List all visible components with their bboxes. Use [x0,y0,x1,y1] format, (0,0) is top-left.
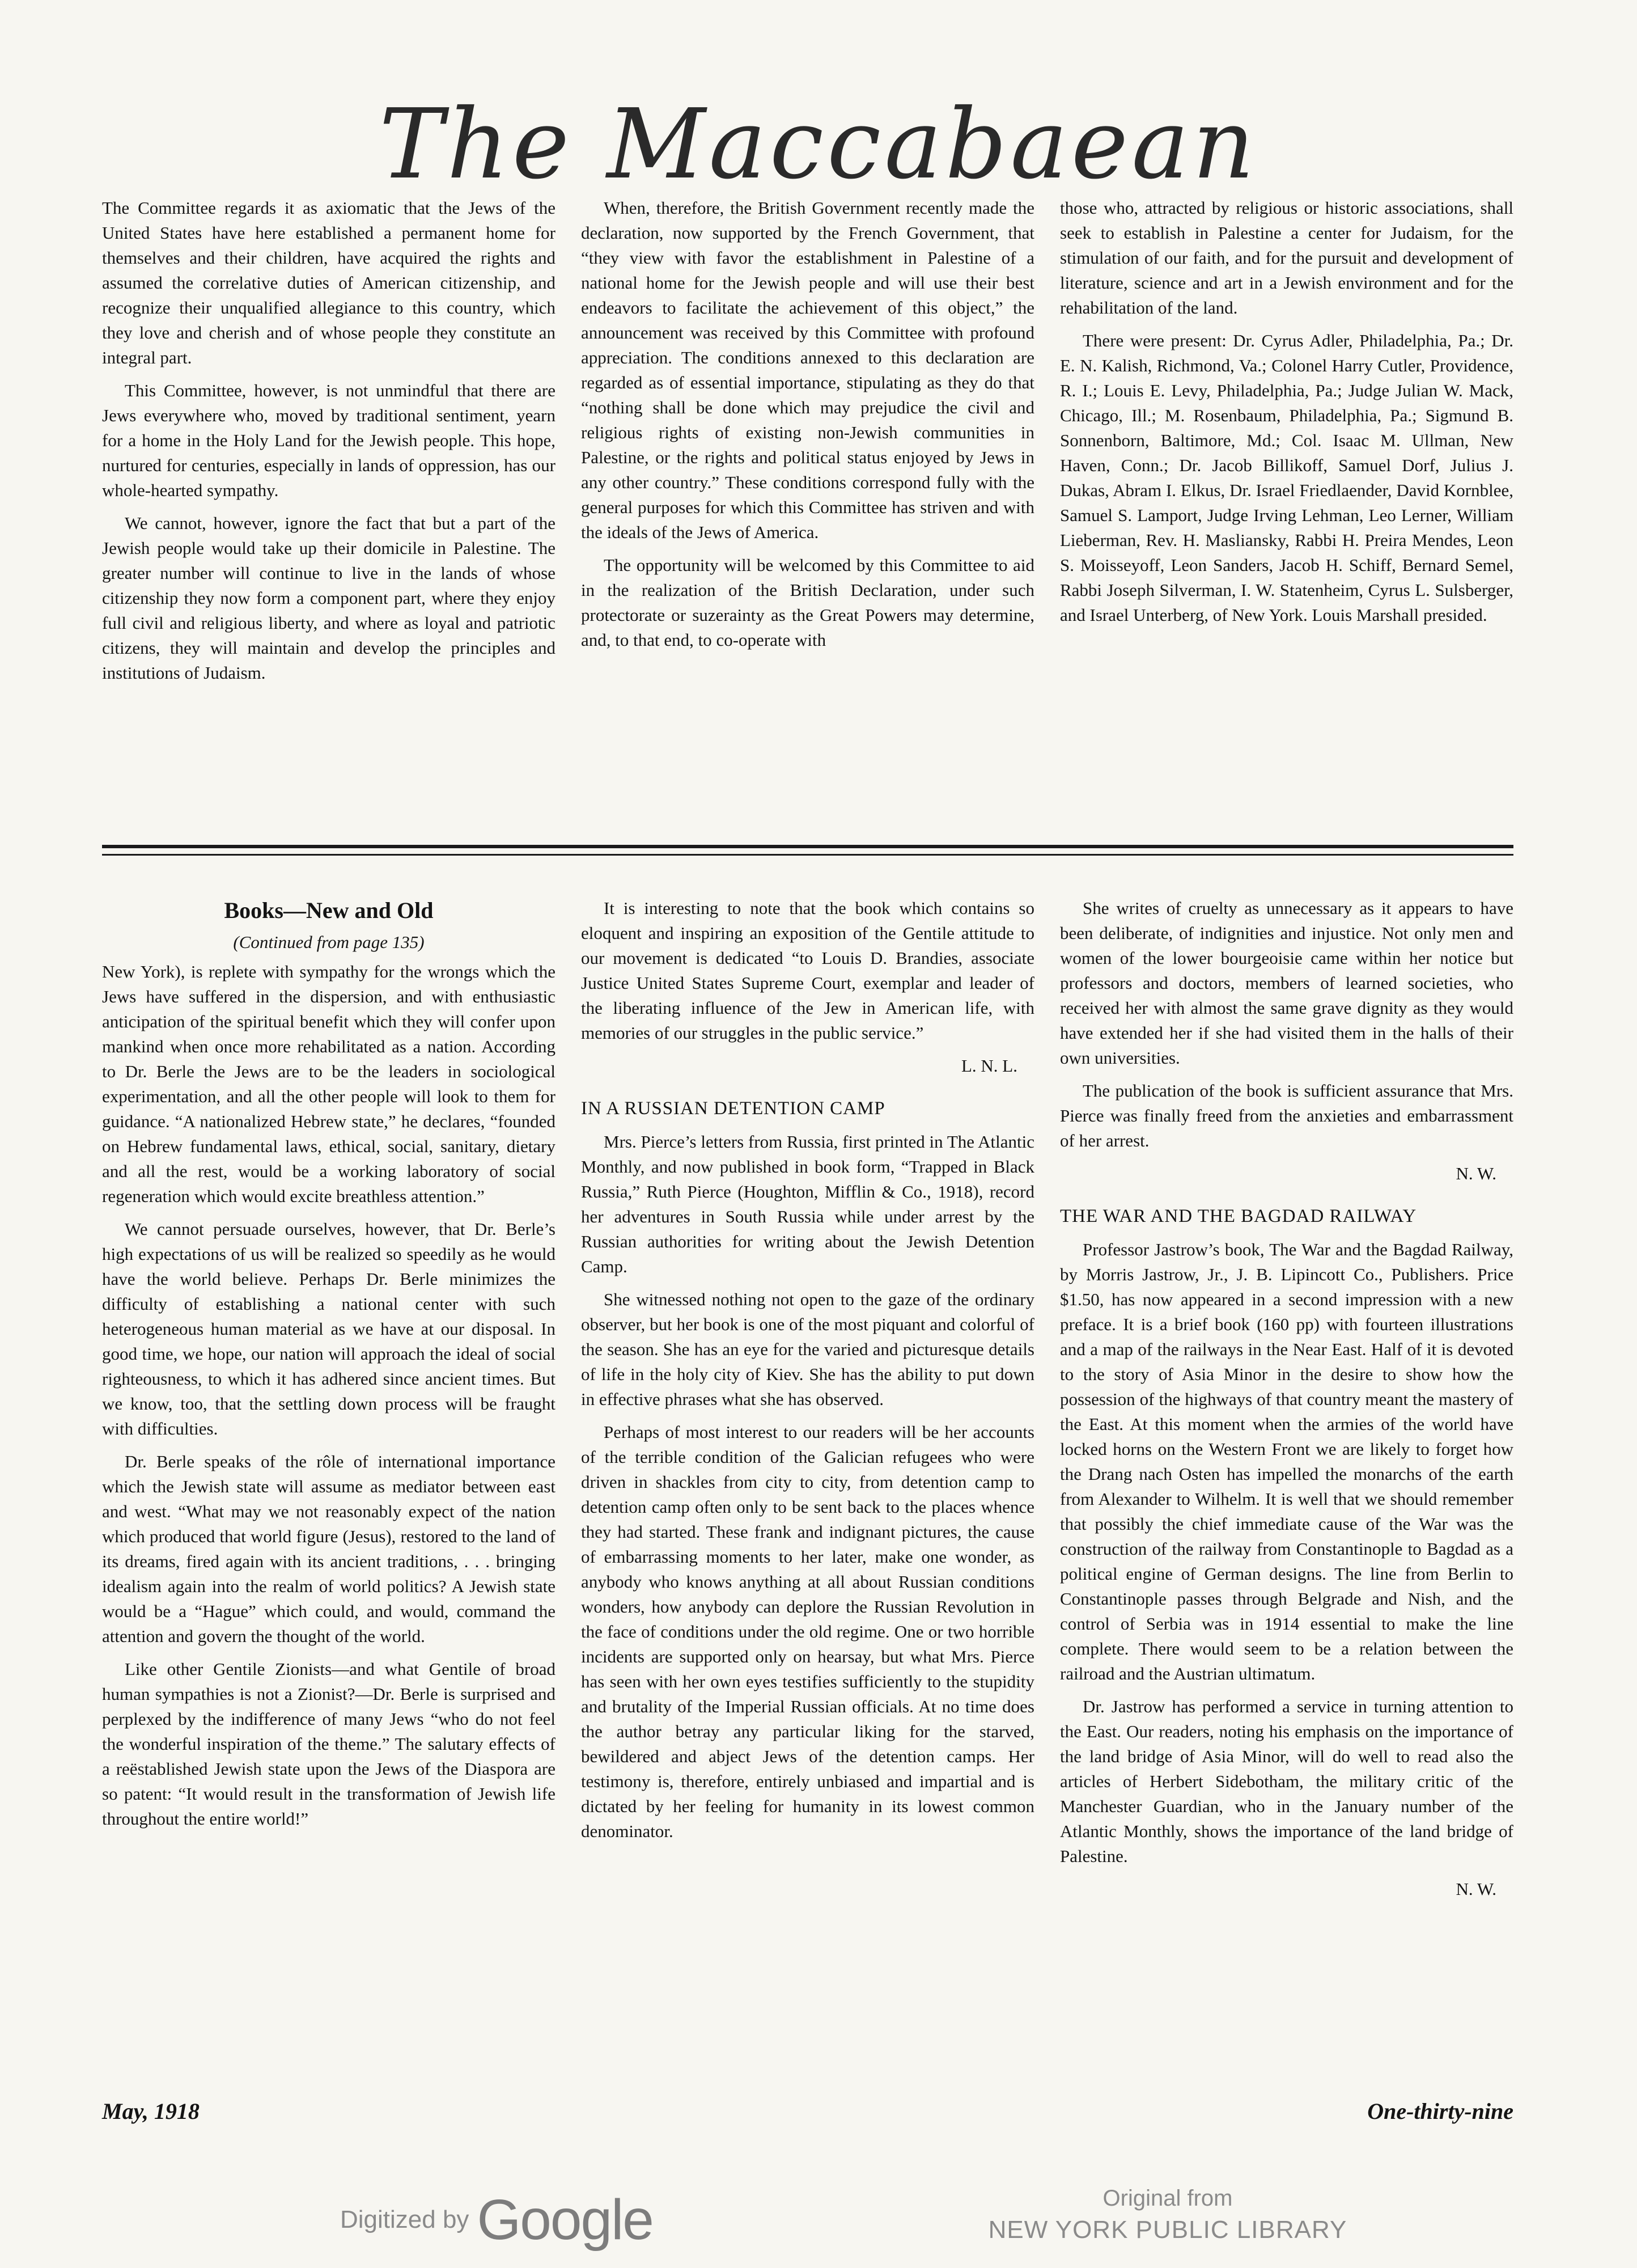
section-heading-bagdad: THE WAR AND THE BAGDAD RAILWAY [1060,1206,1417,1226]
paragraph: The opportunity will be welcomed by this Committee to aid in the realization of the British Declaration, under such protectorate or suzerainty as the Great Powers may determine, and, to that end, to co-operate with [581,555,1034,650]
paragraph: We cannot, however, ignore the fact that but a part of the Jewish people would take up their domicile in Palestine. The greater number will continue to live in the lands of whose citizenship they now form a component part, where they enjoy full civil and religious liberty, and where as loyal and patriotic citizens, they will maintain and develop the principles and institutions of Judaism. [102,513,555,683]
paragraph: Mrs. Pierce’s letters from Russia, first printed in The Atlantic Monthly, and now published in book form, “Trapped in Black Russia,” Ruth Pierce (Houghton, Mifflin & Co., 1918), record her adventures in South Russia while under arrest by the Russian authorities for writing about the Jewish Detention Camp. [581,1132,1034,1276]
paragraph: This Committee, however, is not unmindful that there are Jews everywhere who, moved by traditional sentiment, yearn for a home in the Holy Land for the Jewish people. This hope, nurtured for centuries, especially in lands of oppression, has our whole-hearted sympathy. [102,380,555,500]
author-signature: L. N. L. [961,1056,1017,1076]
paragraph: The publication of the book is sufficient assurance that Mrs. Pierce was finally freed from the anxieties and embarrassment of her arrest. [1060,1081,1513,1150]
library-name: NEW YORK PUBLIC LIBRARY [988,2216,1347,2244]
paragraph: The Committee regards it as axiomatic that the Jews of the United States have here established a permanent home for themselves and their children, have acquired the rights and assumed the correlative duties of American citizenship, and recognize their unqualified allegiance to this country, which they love and cherish and of whose people they constitute an integral part. [102,198,555,367]
bottom-column-2 [581,896,1034,1852]
section-divider-thin [102,854,1513,856]
bottom-column-3 [1060,896,1513,1910]
attendees-paragraph: There were present: Dr. Cyrus Adler, Philadelphia, Pa.; Dr. E. N. Kalish, Richmond, Va.; Colonel Harry Cutler, Providence, R. I.; Louis E. Levy, Philadelphia, Pa.; Judge Julian W. Mack, Chicago, Ill.; M. Rosenbaum, Philadelphia, Pa.; Sigmund B. Sonnenborn, Baltimore, Md.; Col. Isaac M. Ullman, New Haven, Conn.; Dr. Jacob Billikoff, Samuel Dorf, Julius J. Dukas, Abram I. Elkus, Dr. Israel Friedlaender, David Kornblee, Samuel S. Lamport, Judge Irving Lehman, Leo Lerner, William Lieberman, Rev. H. Masliansky, Rabbi H. Preira Mendes, Leon S. Moisseyoff, Leon Sanders, Jacob H. Schiff, Bernard Semel, Rabbi Joseph Silverman, I. W. Statenheim, Cyrus L. Sulsberger, and Israel Unterberg, of New York. Louis Marshall presided. [1060,331,1513,625]
paragraph: She witnessed nothing not open to the gaze of the ordinary observer, but her book is one of the most piquant and colorful of the season. She has an eye for the varied and picturesque details of life in the holy city of Kiev. She has the ability to put down in effective phrases what she has observed. [581,1289,1034,1409]
paragraph: We cannot persuade ourselves, however, that Dr. Berle’s high expectations of us will be realized so speedily as he would have the world believe. Perhaps Dr. Berle minimizes the difficulty of establishing a national center with such heterogeneous human material as we have at our disposal. In good time, we hope, our nation will approach the ideal of social righteousness, to which it has adhered since ancient times. But we know, too, that the settling down process will be fraught with difficulties. [102,1219,555,1438]
original-from-text: Original from [1102,2186,1233,2211]
digitized-watermark [340,2189,653,2251]
issue-date: May, 1918 [102,2098,200,2124]
paragraph: Like other Gentile Zionists—and what Gentile of broad human sympathies is not a Zionist?—Dr. Berle is surprised and perplexed by the indifference of many Jews “who do not feel the wonderful inspiration of the theme.” The salutary effects of a reëstablished Jewish state upon the Jews of the Diaspora are so patent: “It would result in the transformation of Jewish life throughout the entire world!” [102,1659,555,1829]
original-source-watermark [986,2183,1349,2246]
top-column-2 [581,196,1034,661]
top-column-1 [102,196,555,693]
section-title-books: Books—New and Old [224,898,434,923]
section-heading-detention: IN A RUSSIAN DETENTION CAMP [581,1098,885,1119]
paragraph: Perhaps of most interest to our readers will be her accounts of the terrible condition of the Galician refugees who were driven in shackles from city to city, from detention camp to detention camp often only to be sent back to the places whence they had started. These frank and indignant pictures, the cause of embarrassing moments to her later, make one wonder, as anybody who knows anything at all about Russian conditions wonders, how anybody can deplore the Russian Revolution in the face of conditions under the old regime. One or two horrible incidents are supported only on hearsay, but what Mrs. Pierce has seen with her own eyes testifies sufficiently to the stupidity and brutality of the Imperial Russian officials. At no time does the author betray any particular liking for the starved, bewildered and abject Jews of the detention camps. Her testimony is, therefore, entirely unbiased and impartial and is dictated by her feeling for humanity in its lowest common denominator. [581,1422,1034,1841]
google-logo: Google [477,2187,653,2252]
paragraph: Dr. Berle speaks of the rôle of international importance which the Jewish state will assume as mediator between east and west. “What may we not reasonably expect of the nation which produced that world figure (Jesus), restored to the land of its dreams, fired again with its ancient traditions, . . . bringing idealism again into the realm of world politics? A Jewish state would be a “Hague” which could, and would, command the attention and govern the thought of the world. [102,1452,555,1646]
author-signature: N. W. [1456,1163,1496,1183]
author-signature: N. W. [1456,1879,1496,1899]
top-column-3 [1060,196,1513,636]
section-divider [102,845,1513,848]
paragraph: Dr. Jastrow has performed a service in turning attention to the East. Our readers, noting his emphasis on the importance of the land bridge of Asia Minor, will do well to read also the articles of Herbert Sidebotham, the military critic of the Manchester Guardian, who in the January number of the Atlantic Monthly, shows the importance of the land bridge of Palestine. [1060,1696,1513,1866]
paragraph: New York), is replete with sympathy for the wrongs which the Jews have suffered in the dispersion, and with enthusiastic anticipation of the spiritual benefit which they will confer upon mankind when once more rehabilitated as a nation. According to Dr. Berle the Jews are to be the leaders in sociological experimentation, and all the other people will look to them for guidance. “A nationalized Hebrew state,” he declares, “founded on Hebrew fundamental laws, ethical, social, sanitary, dietary and all the rest, would be a working laboratory of social regeneration which would excite breathless attention.” [102,962,555,1206]
paragraph: It is interesting to note that the book which contains so eloquent and inspiring an exposition of the Gentile attitude to our movement is dedicated “to Louis D. Brandies, associate Justice United States Supreme Court, exemplar and leader of the liberating influence of the Jew in American life, with memories of our struggles in the public service.” [581,898,1034,1043]
paragraph: She writes of cruelty as unnecessary as it appears to have been deliberate, of indignities and injustice. Not only men and women of the lower bourgeoisie came within her notice but professors and doctors, members of learned societies, who received her with almost the same grave dignity as they would have extended her if she had visited them in the halls of their own universities. [1060,898,1513,1068]
masthead-title: The Maccabaean [379,88,1258,201]
paragraph: those who, attracted by religious or historic associations, shall seek to establish in Palestine a center for Judaism, for the stimulation of our faith, and for the pursuit and development of literature, science and art in a Jewish environment and for the rehabilitation of the land. [1060,198,1513,318]
continued-note: (Continued from page 135) [233,932,425,952]
paragraph: Professor Jastrow’s book, The War and the Bagdad Railway, by Morris Jastrow, Jr., J. B. Lipincott Co., Publishers. Price $1.50, has now appeared in a second impression with a new preface. It is a brief book (160 pp) with fourteen illustrations and a map of the railways in the Near East. Half of it is devoted to the story of Asia Minor in the desire to show how the possession of the highways of that country meant the mastery of the East. At this moment when the armies of the world have locked horns on the Western Front we are likely to forget how the Drang nach Osten has impelled the monarchs of the earth from Alexander to Wilhelm. It is well that we should remember that possibly the chief immediate cause of the War was the construction of the railway from Constantinople to Bagdad as a political engine of German designs. The line from Berlin to Constantinople passes through Belgrade and Nish, and the control of Serbia was in 1914 essential to make the line complete. There would seem to be a relation between the railroad and the Austrian ultimatum. [1060,1239,1513,1683]
digitized-by-text: Digitized by [340,2206,469,2233]
bottom-column-1 [102,896,555,1839]
paragraph: When, therefore, the British Government recently made the declaration, now supported by the French Government, that “they view with favor the establishment in Palestine of a national home for the Jewish people and will use their best endeavors to facilitate the achievement of this object,” the announcement was received by this Committee with profound appreciation. The conditions annexed to this declaration are regarded as of essential importance, stipulating as they do that “nothing shall be done which may prejudice the civil and religious rights of existing non-Jewish communities in Palestine, or the rights and political status enjoyed by Jews in any other country.” These conditions correspond fully with the general purposes for which this Committee has striven and with the ideals of the Jews of America. [581,198,1034,542]
page-number: One-thirty-nine [1367,2098,1513,2124]
